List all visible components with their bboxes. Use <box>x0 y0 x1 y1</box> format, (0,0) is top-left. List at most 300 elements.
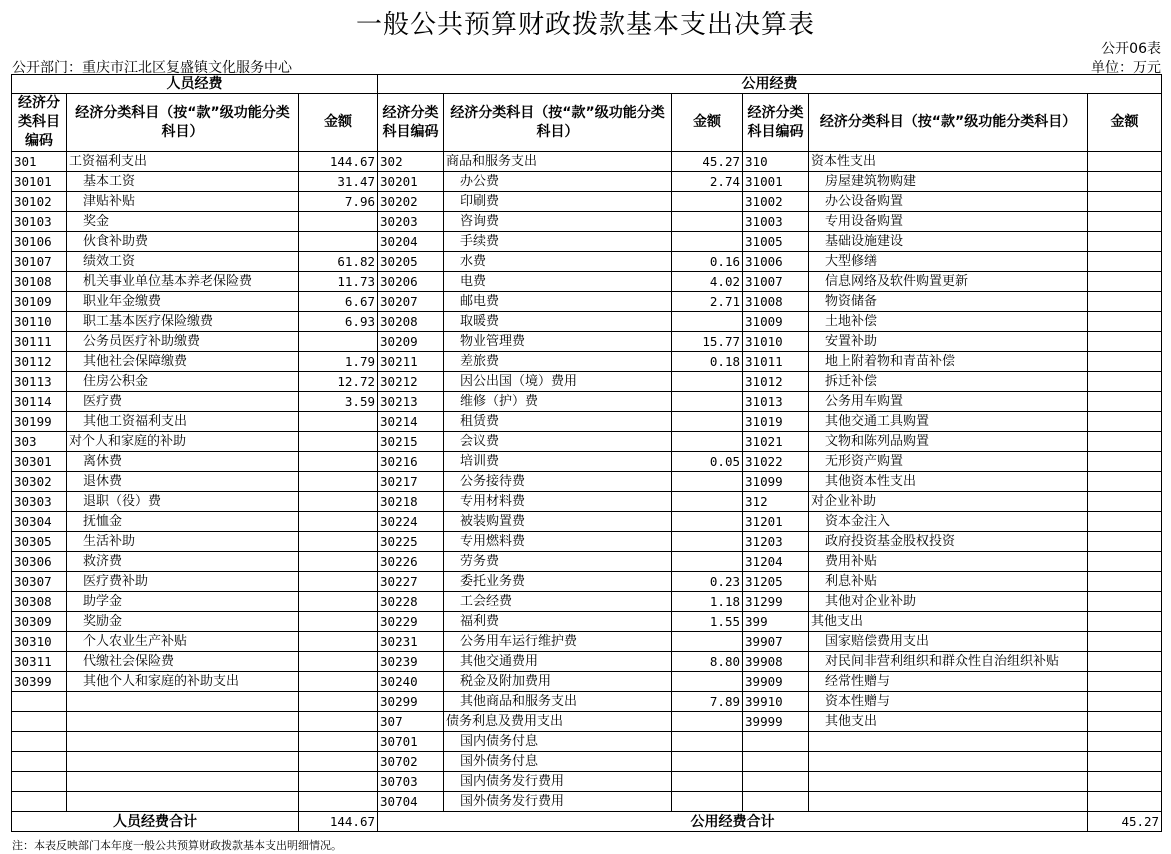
cell-amount <box>1088 592 1162 612</box>
cell-name: 其他个人和家庭的补助支出 <box>67 672 299 692</box>
cell-name: 委托业务费 <box>444 572 672 592</box>
cell-code <box>12 692 67 712</box>
cell-amount <box>1088 252 1162 272</box>
group-public: 公用经费 <box>378 75 1162 94</box>
cell-amount: 0.05 <box>672 452 743 472</box>
cell-name <box>809 792 1088 812</box>
cell-code: 31005 <box>743 232 809 252</box>
cell-name: 专用材料费 <box>444 492 672 512</box>
cell-amount: 7.89 <box>672 692 743 712</box>
header-name: 经济分类科目（按“款”级功能分类科目） <box>444 94 672 152</box>
cell-name: 伙食补助费 <box>67 232 299 252</box>
cell-name: 水费 <box>444 252 672 272</box>
cell-amount <box>672 792 743 812</box>
cell-amount <box>1088 792 1162 812</box>
cell-code: 31099 <box>743 472 809 492</box>
table-row <box>12 272 1162 292</box>
table-row <box>12 212 1162 232</box>
cell-code: 30112 <box>12 352 67 372</box>
cell-amount <box>299 452 378 472</box>
cell-code: 30703 <box>378 772 444 792</box>
cell-name: 取暖费 <box>444 312 672 332</box>
cell-name: 办公设备购置 <box>809 192 1088 212</box>
cell-amount <box>1088 192 1162 212</box>
cell-code <box>743 772 809 792</box>
personnel-total-value: 144.67 <box>299 812 378 832</box>
cell-name: 物资储备 <box>809 292 1088 312</box>
cell-name: 其他资本性支出 <box>809 472 1088 492</box>
cell-code: 39910 <box>743 692 809 712</box>
cell-code: 30239 <box>378 652 444 672</box>
cell-amount: 144.67 <box>299 152 378 172</box>
table-row <box>12 572 1162 592</box>
table-row <box>12 772 1162 792</box>
cell-name: 因公出国（境）费用 <box>444 372 672 392</box>
cell-name <box>67 752 299 772</box>
cell-name: 其他对企业补助 <box>809 592 1088 612</box>
cell-code: 30701 <box>378 732 444 752</box>
cell-code: 30203 <box>378 212 444 232</box>
cell-code: 31002 <box>743 192 809 212</box>
cell-amount <box>299 232 378 252</box>
cell-code: 39999 <box>743 712 809 732</box>
cell-code: 30110 <box>12 312 67 332</box>
cell-code: 30211 <box>378 352 444 372</box>
cell-code: 31299 <box>743 592 809 612</box>
cell-code: 301 <box>12 152 67 172</box>
cell-code: 30305 <box>12 532 67 552</box>
cell-name <box>67 712 299 732</box>
cell-code: 30111 <box>12 332 67 352</box>
cell-code: 30201 <box>378 172 444 192</box>
cell-name: 对民间非营利组织和群众性自治组织补贴 <box>809 652 1088 672</box>
cell-name: 其他社会保障缴费 <box>67 352 299 372</box>
cell-code: 30310 <box>12 632 67 652</box>
cell-code: 30101 <box>12 172 67 192</box>
header-name: 经济分类科目（按“款”级功能分类科目） <box>67 94 299 152</box>
cell-name: 其他交通工具购置 <box>809 412 1088 432</box>
cell-code: 30202 <box>378 192 444 212</box>
cell-code: 31021 <box>743 432 809 452</box>
cell-name: 助学金 <box>67 592 299 612</box>
cell-amount <box>1088 712 1162 732</box>
unit-label: 单位：万元 <box>1091 60 1161 76</box>
table-row <box>12 152 1162 172</box>
cell-name: 其他交通费用 <box>444 652 672 672</box>
cell-amount: 0.23 <box>672 572 743 592</box>
cell-amount <box>1088 152 1162 172</box>
cell-name: 其他商品和服务支出 <box>444 692 672 712</box>
cell-name <box>67 772 299 792</box>
cell-amount <box>672 532 743 552</box>
cell-code: 30307 <box>12 572 67 592</box>
cell-amount <box>1088 412 1162 432</box>
cell-amount <box>1088 692 1162 712</box>
cell-name: 离休费 <box>67 452 299 472</box>
cell-amount: 1.18 <box>672 592 743 612</box>
cell-name: 印刷费 <box>444 192 672 212</box>
cell-name: 房屋建筑物购建 <box>809 172 1088 192</box>
cell-amount <box>299 632 378 652</box>
cell-code: 31011 <box>743 352 809 372</box>
cell-name: 租赁费 <box>444 412 672 432</box>
cell-amount <box>299 212 378 232</box>
public-total-label: 公用经费合计 <box>378 812 1088 832</box>
cell-code: 30205 <box>378 252 444 272</box>
cell-code: 30301 <box>12 452 67 472</box>
cell-code: 30204 <box>378 232 444 252</box>
cell-name: 税金及附加费用 <box>444 672 672 692</box>
cell-code: 30207 <box>378 292 444 312</box>
cell-amount <box>1088 492 1162 512</box>
cell-amount <box>672 412 743 432</box>
cell-amount <box>1088 452 1162 472</box>
cell-name <box>809 772 1088 792</box>
table-row <box>12 532 1162 552</box>
cell-code: 312 <box>743 492 809 512</box>
cell-name: 邮电费 <box>444 292 672 312</box>
table-row <box>12 492 1162 512</box>
cell-amount: 12.72 <box>299 372 378 392</box>
cell-amount <box>1088 632 1162 652</box>
cell-code: 30218 <box>378 492 444 512</box>
cell-amount <box>299 472 378 492</box>
cell-name: 退职（役）费 <box>67 492 299 512</box>
cell-amount <box>299 692 378 712</box>
cell-amount <box>1088 552 1162 572</box>
cell-code: 31003 <box>743 212 809 232</box>
cell-name: 国外债务发行费用 <box>444 792 672 812</box>
table-row <box>12 172 1162 192</box>
cell-code: 399 <box>743 612 809 632</box>
cell-name: 差旅费 <box>444 352 672 372</box>
cell-code: 30102 <box>12 192 67 212</box>
cell-code: 31201 <box>743 512 809 532</box>
cell-name: 救济费 <box>67 552 299 572</box>
cell-code: 30227 <box>378 572 444 592</box>
cell-code: 31019 <box>743 412 809 432</box>
cell-amount <box>299 612 378 632</box>
cell-code: 30311 <box>12 652 67 672</box>
cell-code: 31013 <box>743 392 809 412</box>
cell-amount <box>299 332 378 352</box>
table-row <box>12 792 1162 812</box>
cell-code <box>743 792 809 812</box>
cell-name <box>809 752 1088 772</box>
cell-name: 职业年金缴费 <box>67 292 299 312</box>
cell-amount <box>1088 732 1162 752</box>
cell-code: 30228 <box>378 592 444 612</box>
cell-code: 30229 <box>378 612 444 632</box>
cell-amount: 2.71 <box>672 292 743 312</box>
table-row <box>12 232 1162 252</box>
cell-code: 31022 <box>743 452 809 472</box>
cell-amount <box>299 552 378 572</box>
cell-name: 代缴社会保险费 <box>67 652 299 672</box>
cell-code: 30214 <box>378 412 444 432</box>
cell-amount <box>1088 652 1162 672</box>
cell-name: 费用补贴 <box>809 552 1088 572</box>
cell-code: 31009 <box>743 312 809 332</box>
cell-amount <box>299 712 378 732</box>
cell-amount <box>299 492 378 512</box>
cell-code: 30302 <box>12 472 67 492</box>
cell-code <box>12 732 67 752</box>
cell-name: 国内债务付息 <box>444 732 672 752</box>
cell-code: 30303 <box>12 492 67 512</box>
cell-code <box>12 712 67 732</box>
cell-amount <box>672 312 743 332</box>
personnel-total-label: 人员经费合计 <box>12 812 299 832</box>
cell-code: 30199 <box>12 412 67 432</box>
cell-code: 30209 <box>378 332 444 352</box>
cell-name: 物业管理费 <box>444 332 672 352</box>
table-row <box>12 372 1162 392</box>
cell-amount <box>1088 272 1162 292</box>
cell-code: 30216 <box>378 452 444 472</box>
cell-amount <box>672 772 743 792</box>
cell-name: 生活补助 <box>67 532 299 552</box>
cell-name: 机关事业单位基本养老保险费 <box>67 272 299 292</box>
cell-code: 31010 <box>743 332 809 352</box>
table-row <box>12 612 1162 632</box>
table-row <box>12 392 1162 412</box>
cell-amount <box>672 672 743 692</box>
cell-code: 31012 <box>743 372 809 392</box>
cell-code: 30225 <box>378 532 444 552</box>
cell-name <box>67 792 299 812</box>
cell-amount <box>672 392 743 412</box>
cell-name: 大型修缮 <box>809 252 1088 272</box>
cell-code: 31007 <box>743 272 809 292</box>
expenditure-table <box>11 74 1162 832</box>
cell-name: 土地补偿 <box>809 312 1088 332</box>
cell-name: 退休费 <box>67 472 299 492</box>
cell-amount <box>299 432 378 452</box>
cell-amount <box>1088 752 1162 772</box>
cell-code: 30113 <box>12 372 67 392</box>
cell-amount <box>1088 392 1162 412</box>
cell-name: 个人农业生产补贴 <box>67 632 299 652</box>
table-row <box>12 452 1162 472</box>
cell-name: 工资福利支出 <box>67 152 299 172</box>
cell-amount <box>299 512 378 532</box>
cell-name: 地上附着物和青苗补偿 <box>809 352 1088 372</box>
table-row <box>12 632 1162 652</box>
cell-amount <box>1088 292 1162 312</box>
cell-code: 31205 <box>743 572 809 592</box>
cell-name: 对个人和家庭的补助 <box>67 432 299 452</box>
cell-name: 公务用车购置 <box>809 392 1088 412</box>
header-amount: 金额 <box>1088 94 1162 152</box>
cell-amount: 11.73 <box>299 272 378 292</box>
cell-amount <box>1088 172 1162 192</box>
cell-name: 奖励金 <box>67 612 299 632</box>
cell-code: 39909 <box>743 672 809 692</box>
cell-amount <box>1088 772 1162 792</box>
cell-name: 资本性赠与 <box>809 692 1088 712</box>
cell-amount: 7.96 <box>299 192 378 212</box>
cell-amount <box>672 232 743 252</box>
cell-amount: 6.93 <box>299 312 378 332</box>
cell-code: 30107 <box>12 252 67 272</box>
cell-amount <box>299 412 378 432</box>
table-row <box>12 412 1162 432</box>
table-row <box>12 652 1162 672</box>
header-code: 经济分类科目编码 <box>12 94 67 152</box>
table-row <box>12 552 1162 572</box>
cell-name: 工会经费 <box>444 592 672 612</box>
cell-name: 经常性赠与 <box>809 672 1088 692</box>
cell-amount <box>299 792 378 812</box>
cell-amount <box>672 732 743 752</box>
cell-code: 30399 <box>12 672 67 692</box>
cell-code: 30106 <box>12 232 67 252</box>
cell-name: 国外债务付息 <box>444 752 672 772</box>
cell-name: 对企业补助 <box>809 492 1088 512</box>
cell-code <box>743 752 809 772</box>
cell-code: 30103 <box>12 212 67 232</box>
header-amount: 金额 <box>672 94 743 152</box>
cell-amount <box>299 772 378 792</box>
header-amount: 金额 <box>299 94 378 152</box>
cell-code: 30109 <box>12 292 67 312</box>
table-row <box>12 732 1162 752</box>
table-row <box>12 292 1162 312</box>
cell-amount <box>1088 472 1162 492</box>
table-row <box>12 592 1162 612</box>
table-row <box>12 352 1162 372</box>
cell-amount <box>1088 532 1162 552</box>
cell-name: 债务利息及费用支出 <box>444 712 672 732</box>
table-row <box>12 432 1162 452</box>
cell-code: 30208 <box>378 312 444 332</box>
cell-code: 30702 <box>378 752 444 772</box>
cell-code: 307 <box>378 712 444 732</box>
cell-name: 无形资产购置 <box>809 452 1088 472</box>
cell-amount: 61.82 <box>299 252 378 272</box>
cell-amount: 3.59 <box>299 392 378 412</box>
cell-name: 被装购置费 <box>444 512 672 532</box>
cell-name: 维修（护）费 <box>444 392 672 412</box>
cell-code: 30231 <box>378 632 444 652</box>
cell-name: 基础设施建设 <box>809 232 1088 252</box>
cell-code: 30299 <box>378 692 444 712</box>
cell-name: 津贴补贴 <box>67 192 299 212</box>
cell-code: 30114 <box>12 392 67 412</box>
cell-amount <box>299 652 378 672</box>
cell-code <box>12 772 67 792</box>
cell-code: 30215 <box>378 432 444 452</box>
table-row <box>12 192 1162 212</box>
cell-name <box>67 692 299 712</box>
cell-name: 抚恤金 <box>67 512 299 532</box>
cell-code: 30309 <box>12 612 67 632</box>
cell-name: 公务员医疗补助缴费 <box>67 332 299 352</box>
cell-name: 职工基本医疗保险缴费 <box>67 312 299 332</box>
cell-name: 手续费 <box>444 232 672 252</box>
cell-amount: 1.55 <box>672 612 743 632</box>
cell-name: 利息补贴 <box>809 572 1088 592</box>
cell-name: 政府投资基金股权投资 <box>809 532 1088 552</box>
table-row <box>12 472 1162 492</box>
header-name: 经济分类科目（按“款”级功能分类科目） <box>809 94 1088 152</box>
cell-amount: 2.74 <box>672 172 743 192</box>
cell-amount <box>1088 212 1162 232</box>
header-code: 经济分类科目编码 <box>743 94 809 152</box>
cell-amount <box>672 552 743 572</box>
cell-name: 电费 <box>444 272 672 292</box>
cell-code <box>12 792 67 812</box>
cell-amount <box>672 192 743 212</box>
cell-name: 住房公积金 <box>67 372 299 392</box>
cell-amount <box>299 572 378 592</box>
cell-code: 30226 <box>378 552 444 572</box>
cell-amount <box>299 532 378 552</box>
cell-name: 医疗费 <box>67 392 299 412</box>
cell-code <box>743 732 809 752</box>
cell-name: 办公费 <box>444 172 672 192</box>
cell-name: 公务接待费 <box>444 472 672 492</box>
cell-amount <box>1088 612 1162 632</box>
header-code: 经济分类科目编码 <box>378 94 444 152</box>
public-total-value: 45.27 <box>1088 812 1162 832</box>
table-row <box>12 712 1162 732</box>
cell-name: 资本金注入 <box>809 512 1088 532</box>
cell-name: 资本性支出 <box>809 152 1088 172</box>
footnote: 注：本表反映部门本年度一般公共预算财政拨款基本支出明细情况。 <box>12 839 342 852</box>
cell-code: 30217 <box>378 472 444 492</box>
cell-code: 39908 <box>743 652 809 672</box>
cell-code: 30306 <box>12 552 67 572</box>
table-row <box>12 252 1162 272</box>
cell-code: 30224 <box>378 512 444 532</box>
cell-name: 拆迁补偿 <box>809 372 1088 392</box>
table-row <box>12 672 1162 692</box>
form-number: 公开06表 <box>1101 41 1161 57</box>
table-row <box>12 692 1162 712</box>
page-title: 一般公共预算财政拨款基本支出决算表 <box>355 10 815 40</box>
cell-amount <box>1088 572 1162 592</box>
cell-code <box>12 752 67 772</box>
cell-amount <box>299 592 378 612</box>
cell-name: 文物和陈列品购置 <box>809 432 1088 452</box>
table-row <box>12 752 1162 772</box>
cell-name: 安置补助 <box>809 332 1088 352</box>
cell-name: 劳务费 <box>444 552 672 572</box>
department-label: 公开部门：重庆市江北区复盛镇文化服务中心 <box>12 60 292 76</box>
cell-name: 奖金 <box>67 212 299 232</box>
cell-amount <box>672 372 743 392</box>
cell-code: 30704 <box>378 792 444 812</box>
cell-amount <box>672 492 743 512</box>
cell-code: 31006 <box>743 252 809 272</box>
cell-amount: 31.47 <box>299 172 378 192</box>
cell-amount: 0.18 <box>672 352 743 372</box>
cell-amount <box>672 632 743 652</box>
cell-name: 福利费 <box>444 612 672 632</box>
cell-code: 302 <box>378 152 444 172</box>
cell-amount <box>672 432 743 452</box>
cell-amount <box>1088 372 1162 392</box>
cell-amount <box>672 472 743 492</box>
cell-code: 30206 <box>378 272 444 292</box>
cell-amount <box>1088 352 1162 372</box>
cell-code: 30240 <box>378 672 444 692</box>
cell-amount <box>672 752 743 772</box>
cell-name: 国家赔偿费用支出 <box>809 632 1088 652</box>
cell-code: 30108 <box>12 272 67 292</box>
